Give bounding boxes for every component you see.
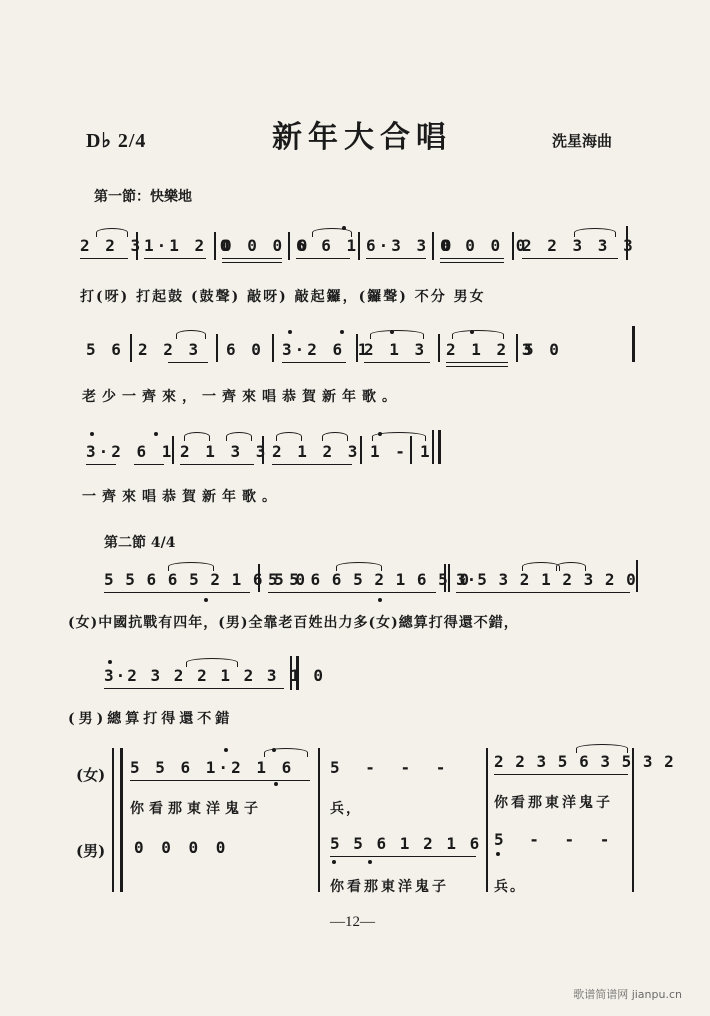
system-barline <box>120 748 123 892</box>
measure: 2 2 3 <box>80 236 144 255</box>
lyrics-line: 兵。 <box>494 879 526 895</box>
barline <box>444 564 446 592</box>
slur <box>370 330 424 339</box>
slur <box>226 432 252 441</box>
measure: 2 1 2 3 <box>446 340 535 359</box>
octave-dot <box>390 330 394 334</box>
measure: 5 - - - <box>494 830 618 849</box>
measure: 1 - <box>370 442 408 461</box>
octave-dot <box>340 330 344 334</box>
octave-dot <box>90 432 94 436</box>
lyrics-line: 打(呀) 打起鼓 (鼓聲) 敲呀) 敲起鑼，(鑼聲) 不分 男女 <box>80 289 486 305</box>
barline <box>272 334 274 362</box>
barline <box>356 334 358 362</box>
underline <box>168 362 208 363</box>
underline <box>296 258 350 259</box>
octave-dot <box>378 598 382 602</box>
measure: 1·1 2 0 <box>144 236 233 255</box>
underline <box>104 688 284 689</box>
measure: 5 5 6 1·2 1 6 <box>130 758 295 777</box>
measure: 1 <box>420 442 433 461</box>
lyrics-line: (女)中國抗戰有四年，(男)全靠老百姓出力多(女)總算打得還不錯， <box>68 615 519 631</box>
slur <box>186 658 238 667</box>
measure: 3·5 3 2 1 2 3 2 0 <box>456 570 637 589</box>
underline <box>86 464 116 465</box>
measure: 2 1 3 <box>364 340 428 359</box>
measure: 5 5 6 6 5 2 1 6 5 0 <box>104 570 307 589</box>
section2-heading: 第二節 4/4 <box>104 535 176 551</box>
lyrics-line: 你看那東洋鬼子 <box>330 879 449 895</box>
slur <box>96 228 128 237</box>
barline <box>438 430 441 464</box>
octave-dot <box>470 330 474 334</box>
measure: 5 5 6 1 2 1 6 <box>330 834 482 853</box>
barline <box>214 232 216 260</box>
underline <box>494 774 628 775</box>
barline <box>258 564 260 592</box>
octave-dot <box>154 432 158 436</box>
barline <box>358 232 360 260</box>
measure: 3·2 6 1 <box>282 340 371 359</box>
slur <box>574 228 616 237</box>
barline <box>360 436 362 464</box>
underline <box>456 592 630 593</box>
barline <box>172 436 174 464</box>
barline <box>262 436 264 464</box>
octave-dot <box>288 330 292 334</box>
measure: 2 2 3 <box>138 340 202 359</box>
slur <box>276 432 302 441</box>
barline <box>432 232 434 260</box>
barline <box>290 656 292 690</box>
barline <box>636 560 638 592</box>
octave-dot <box>368 860 372 864</box>
underline <box>80 258 128 259</box>
underline <box>180 464 254 465</box>
measure: 5 6 <box>86 340 124 359</box>
measure: 5 0 <box>524 340 562 359</box>
octave-dot <box>204 598 208 602</box>
underline <box>104 592 250 593</box>
slur <box>168 562 214 571</box>
barline <box>438 334 440 362</box>
slur <box>322 432 348 441</box>
slur <box>176 330 206 339</box>
octave-dot <box>274 782 278 786</box>
watermark: 歌谱简谱网 jianpu.cn <box>573 988 682 1001</box>
barline <box>296 656 299 690</box>
slur <box>336 562 382 571</box>
underline <box>440 258 504 259</box>
system-barline <box>112 748 114 892</box>
underline <box>366 258 426 259</box>
octave-dot <box>342 226 346 230</box>
lyrics-line: 兵， <box>330 801 362 817</box>
lyrics-line: 你看那東洋鬼子 <box>130 801 263 817</box>
slur <box>264 748 308 757</box>
underline <box>522 258 618 259</box>
barline <box>216 334 218 362</box>
octave-dot <box>108 660 112 664</box>
slur <box>452 330 504 339</box>
measure: 2 2 3 3 3 <box>522 236 636 255</box>
slur <box>576 744 628 753</box>
lyrics-line: 你看那東洋鬼子 <box>494 795 613 811</box>
measure: 5 - - - <box>330 758 454 777</box>
barline <box>626 226 628 260</box>
barline <box>448 564 450 592</box>
barline <box>432 430 434 464</box>
composer-credit: 洗星海曲 <box>552 132 613 150</box>
measure: 2 1 3 3 <box>180 442 269 461</box>
underline <box>330 856 476 857</box>
measure: 3·2 6 1 <box>86 442 175 461</box>
slur <box>184 432 210 441</box>
section1-heading: 第一節：快樂地 <box>94 189 192 205</box>
measure: 0 0 0 0 <box>440 236 529 255</box>
measure: 6 6 1 <box>296 236 360 255</box>
octave-dot <box>496 852 500 856</box>
barline <box>130 334 132 362</box>
barline <box>288 232 290 260</box>
slur <box>522 562 560 571</box>
page-number: —12— <box>330 914 375 930</box>
measure: 2 1 2 3 <box>272 442 361 461</box>
measure: 5 5 6 6 5 2 1 6 5 0 <box>268 570 471 589</box>
lyrics-line: 一齊來唱恭賀新年歌。 <box>82 489 282 505</box>
barline <box>136 232 138 260</box>
measure: 0 0 0 0 <box>134 838 230 857</box>
octave-dot <box>378 432 382 436</box>
underline <box>222 258 282 259</box>
underline <box>222 262 282 263</box>
octave-dot <box>332 860 336 864</box>
underline <box>446 362 508 363</box>
underline <box>272 464 352 465</box>
underline <box>268 592 436 593</box>
octave-dot <box>272 748 276 752</box>
underline <box>364 362 430 363</box>
measure: 3·2 3 2 2 1 2 3 1 0 <box>104 666 326 685</box>
barline <box>516 334 518 362</box>
barline <box>318 748 320 892</box>
lyrics-line: 老少一齊來，一齊來唱恭賀新年歌。 <box>82 389 402 405</box>
measure: 6·3 3 0 <box>366 236 455 255</box>
part-label-male: (男) <box>76 842 106 860</box>
measure: 2 2 3 5 6 3 5 3 2 <box>494 752 675 771</box>
slur <box>312 228 352 237</box>
octave-dot <box>224 748 228 752</box>
underline <box>144 258 206 259</box>
underline <box>282 362 346 363</box>
underline <box>440 262 504 263</box>
underline <box>134 464 164 465</box>
underline <box>446 366 508 367</box>
barline <box>486 748 488 892</box>
song-title: 新年大合唱 <box>272 120 452 155</box>
barline <box>632 326 635 362</box>
part-label-female: (女) <box>76 766 106 784</box>
lyrics-line: (男)總算打得還不錯 <box>68 711 234 727</box>
underline <box>130 780 310 781</box>
measure: 0 0 0 0 <box>222 236 311 255</box>
slur <box>556 562 586 571</box>
measure: 6 0 <box>226 340 264 359</box>
key-signature: D♭ 2/4 <box>86 130 147 152</box>
barline <box>512 232 514 260</box>
